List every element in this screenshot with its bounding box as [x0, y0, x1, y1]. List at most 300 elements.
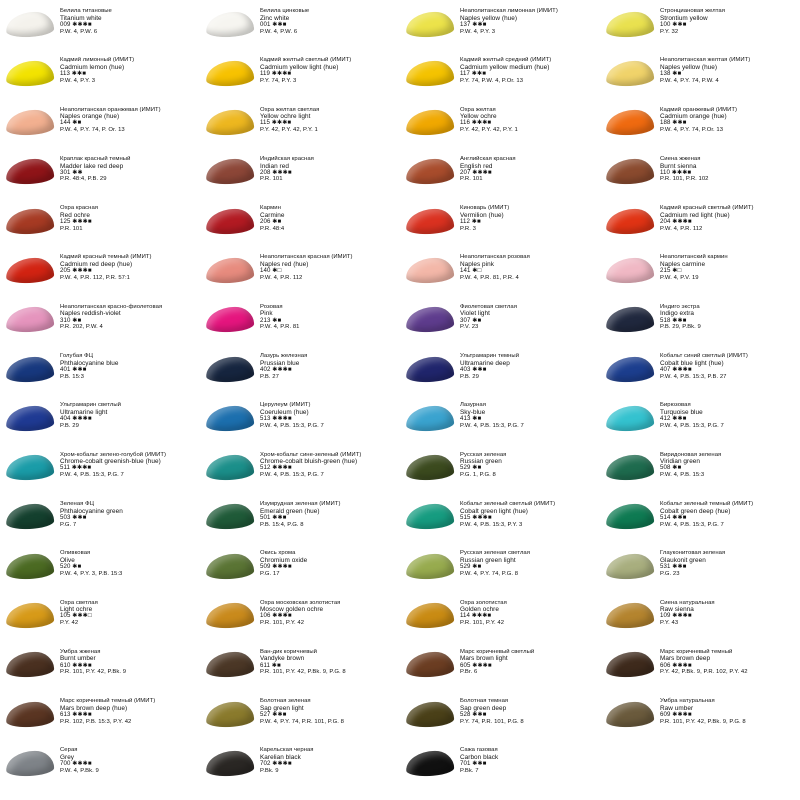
colour-info — [660, 401, 796, 429]
paint-blob-shape — [6, 553, 55, 580]
paint-blob — [604, 106, 656, 140]
paint-blob — [204, 56, 256, 90]
colour-name-en: Naples pink — [460, 261, 494, 269]
colour-name-en: Ultramarine light — [60, 408, 108, 416]
colour-info — [460, 155, 596, 183]
paint-blob-shape — [206, 553, 255, 580]
pigment-index: P.R. 101 — [60, 225, 83, 232]
colour-swatch-cell — [400, 300, 600, 349]
colour-info — [60, 7, 196, 35]
colour-code-and-rating: 403 ✱✱■ — [460, 365, 487, 373]
paint-blob-shape — [606, 60, 655, 87]
colour-name-en: Light ochre — [60, 606, 93, 614]
colour-name-ru: Индийская красная — [260, 155, 314, 162]
colour-name-ru: Хром-кобальт сине-зеленый (ИМИТ) — [260, 451, 362, 458]
pigment-index: P.W. 4, P.Bk. 9 — [60, 768, 99, 775]
colour-name-en: Naples carmine — [660, 261, 706, 269]
paint-blob — [404, 549, 456, 583]
colour-code-and-rating: 610 ✱✱✱■ — [60, 661, 92, 669]
colour-info — [660, 204, 796, 232]
colour-info — [260, 253, 396, 281]
pigment-index: P.R. 3 — [460, 225, 476, 232]
pigment-index: P.W. 4, P.B. 15:3, P.G. 7 — [260, 472, 324, 479]
paint-blob — [604, 697, 656, 731]
colour-name-en: Burnt umber — [60, 655, 96, 663]
pigment-index: P.R. 101, P.Y. 42, P.Bk. 9, P.G. 8 — [660, 718, 746, 725]
colour-swatch-cell — [0, 546, 200, 595]
colour-swatch-cell — [0, 694, 200, 743]
pigment-index: P.Bk. 7 — [460, 768, 479, 775]
paint-blob — [404, 253, 456, 287]
paint-blob-shape — [206, 454, 255, 481]
paint-blob-shape — [606, 257, 655, 284]
colour-info — [260, 451, 396, 479]
colour-code-and-rating: 605 ✱✱✱■ — [460, 661, 492, 669]
colour-name-ru: Сажа газовая — [460, 747, 498, 754]
colour-name-en: Mars brown light — [460, 655, 508, 663]
pigment-index: P.B. 15:4, P.G. 8 — [260, 521, 304, 528]
paint-blob — [404, 500, 456, 534]
colour-info — [460, 746, 596, 774]
colour-swatch-cell — [600, 448, 800, 497]
paint-blob — [604, 500, 656, 534]
pigment-index: P.W. 4, P.B. 15:3, P.G. 7 — [660, 521, 724, 528]
colour-name-en: Viridian green — [660, 458, 701, 466]
colour-name-ru: Марс коричневый светлый — [460, 648, 535, 655]
paint-blob-shape — [206, 356, 255, 383]
colour-name-en: Carmine — [260, 211, 285, 219]
colour-swatch-cell — [0, 596, 200, 645]
colour-info — [60, 599, 196, 627]
colour-name-ru: Кобальт синий светлый (ИМИТ) — [660, 353, 748, 360]
colour-name-ru: Охра желтая светлая — [260, 106, 320, 113]
colour-swatch-cell — [200, 596, 400, 645]
pigment-index: P.R. 48:4, P.B. 29 — [60, 176, 107, 183]
colour-info — [460, 648, 596, 676]
colour-swatch-cell — [200, 349, 400, 398]
colour-name-en: Phthalocyanine blue — [60, 359, 119, 367]
paint-blob-shape — [6, 701, 55, 728]
colour-code-and-rating: 503 ✱✱■ — [60, 513, 87, 521]
paint-blob-shape — [6, 257, 55, 284]
colour-info — [660, 155, 796, 183]
pigment-index: P.Y. 43 — [660, 620, 679, 627]
pigment-index: P.Y. 42 — [60, 620, 79, 627]
paint-blob-shape — [206, 504, 255, 531]
pigment-index: P.W. 4, P.R. 81, P.R. 4 — [460, 275, 519, 282]
colour-code-and-rating: 701 ✱✱■ — [460, 760, 487, 768]
colour-name-ru: Английская красная — [460, 155, 516, 162]
paint-blob-shape — [6, 356, 55, 383]
colour-swatch-cell — [0, 4, 200, 53]
colour-swatch-cell — [600, 4, 800, 53]
colour-name-ru: Серая — [60, 747, 78, 754]
colour-code-and-rating: 407 ✱✱✱■ — [660, 365, 692, 373]
colour-swatch-cell — [400, 4, 600, 53]
colour-code-and-rating: 611 ✱■ — [260, 661, 281, 669]
colour-code-and-rating: 213 ✱■ — [260, 316, 282, 324]
colour-info — [60, 155, 196, 183]
colour-code-and-rating: 140 ✱□ — [260, 267, 282, 275]
colour-name-ru: Болотная темная — [460, 698, 509, 705]
colour-code-and-rating: 413 ✱■ — [460, 415, 482, 423]
colour-name-ru: Кадмий желтый средний (ИМИТ) — [460, 57, 552, 64]
colour-code-and-rating: 001 ✱✱■ — [260, 20, 287, 28]
colour-name-en: Yellow ochre light — [260, 113, 311, 121]
colour-info — [60, 106, 196, 134]
pigment-index: P.B. 27 — [260, 373, 279, 380]
colour-name-en: Coeruleum (hue) — [260, 408, 309, 416]
paint-blob — [404, 56, 456, 90]
colour-name-en: Strontium yellow — [660, 14, 708, 22]
colour-code-and-rating: 412 ✱✱■ — [660, 415, 687, 423]
colour-info — [660, 56, 796, 84]
colour-name-en: Russian green — [460, 458, 502, 466]
colour-name-en: English red — [460, 162, 493, 170]
pigment-index: P.R. 101 — [260, 176, 283, 183]
paint-blob-shape — [606, 701, 655, 728]
paint-blob — [404, 303, 456, 337]
pigment-index: P.W. 4, P.Y. 74, P.W. 4 — [660, 77, 719, 84]
colour-info — [460, 106, 596, 134]
colour-swatch-cell — [0, 53, 200, 102]
colour-code-and-rating: 700 ✱✱✱■ — [60, 760, 92, 768]
paint-blob — [4, 746, 56, 780]
colour-info — [660, 648, 796, 676]
paint-blob — [604, 204, 656, 238]
colour-info — [260, 155, 396, 183]
colour-code-and-rating: 204 ✱✱✱■ — [660, 217, 692, 225]
colour-name-ru: Неаполитанский кармин — [660, 254, 728, 261]
colour-swatch-cell — [400, 743, 600, 792]
colour-swatch-cell — [600, 546, 800, 595]
paint-blob — [204, 106, 256, 140]
colour-name-en: Chrome-cobalt bluish-green (hue) — [260, 458, 358, 466]
colour-code-and-rating: 215 ✱□ — [660, 267, 682, 275]
paint-blob — [204, 204, 256, 238]
colour-info — [660, 599, 796, 627]
paint-blob-shape — [406, 60, 455, 87]
paint-blob-shape — [606, 109, 655, 136]
colour-name-en: Cadmium red light (hue) — [660, 211, 730, 219]
paint-blob — [4, 599, 56, 633]
colour-name-ru: Неаполитанская лимонная (ИМИТ) — [460, 8, 558, 14]
colour-code-and-rating: 125 ✱✱✱■ — [60, 217, 92, 225]
paint-blob — [204, 500, 256, 534]
colour-name-ru: Лазурная — [460, 402, 486, 409]
colour-code-and-rating: 144 ✱■ — [60, 119, 82, 127]
colour-name-ru: Неаполитанская желтая (ИМИТ) — [660, 57, 751, 64]
pigment-index: P.Y. 74, P.R. 101, P.G. 8 — [460, 718, 524, 725]
paint-blob-shape — [606, 208, 655, 235]
colour-swatch-cell — [600, 152, 800, 201]
colour-name-ru: Церулеум (ИМИТ) — [260, 402, 311, 409]
colour-swatch-cell — [200, 694, 400, 743]
colour-name-ru: Хром-кобальт зелено-голубой (ИМИТ) — [60, 451, 167, 458]
paint-blob — [4, 7, 56, 41]
paint-blob — [4, 451, 56, 485]
colour-name-en: Phthalocyanine green — [60, 507, 123, 515]
pigment-index: P.W. 4, P.Y. 74, P.G. 8 — [460, 570, 519, 577]
paint-blob-shape — [206, 750, 255, 777]
colour-code-and-rating: 613 ✱✱✱■ — [60, 710, 92, 718]
colour-code-and-rating: 518 ✱✱■ — [660, 316, 687, 324]
paint-blob-shape — [606, 11, 655, 38]
colour-name-en: Vandyke brown — [260, 655, 305, 663]
colour-swatch-cell — [0, 152, 200, 201]
colour-code-and-rating: 116 ✱✱✱■ — [460, 119, 492, 127]
paint-blob-shape — [406, 208, 455, 235]
colour-code-and-rating: 141 ✱□ — [460, 267, 482, 275]
colour-name-ru: Умбра натуральная — [660, 698, 715, 705]
paint-blob — [4, 155, 56, 189]
paint-blob — [4, 253, 56, 287]
paint-blob-shape — [606, 652, 655, 679]
pigment-index: P.B. 29, P.Bk. 9 — [660, 324, 701, 331]
colour-swatch-cell — [200, 546, 400, 595]
colour-info — [260, 549, 396, 577]
colour-code-and-rating: 115 ✱✱✱■ — [260, 119, 292, 127]
colour-swatch-cell — [400, 546, 600, 595]
paint-blob-shape — [206, 602, 255, 629]
paint-blob — [404, 401, 456, 435]
colour-name-en: Chromium oxide — [260, 556, 308, 564]
pigment-index: P.B. 29 — [60, 422, 79, 429]
colour-code-and-rating: 100 ✱✱■ — [660, 20, 687, 28]
paint-blob-shape — [406, 553, 455, 580]
colour-name-ru: Краплак красный темный — [60, 155, 131, 162]
colour-code-and-rating: 512 ✱✱✱■ — [260, 464, 292, 472]
colour-swatch-cell — [200, 53, 400, 102]
colour-name-en: Naples red (hue) — [260, 261, 309, 269]
colour-swatch-cell — [600, 497, 800, 546]
pigment-index: P.Y. 42, P.Bk. 9, P.R. 102, P.Y. 42 — [660, 669, 748, 676]
colour-info — [260, 401, 396, 429]
colour-name-ru: Стронциановая желтая — [660, 8, 725, 14]
paint-blob-shape — [6, 750, 55, 777]
paint-blob-shape — [6, 652, 55, 679]
paint-blob-shape — [206, 60, 255, 87]
colour-code-and-rating: 529 ✱■ — [460, 464, 482, 472]
colour-info — [60, 401, 196, 429]
paint-blob — [404, 204, 456, 238]
paint-blob — [204, 451, 256, 485]
colour-name-en: Cadmium lemon (hue) — [60, 63, 125, 71]
pigment-index: P.Br. 6 — [460, 669, 478, 676]
colour-name-ru: Оливковая — [60, 550, 91, 557]
pigment-index: P.R. 101, P.Y. 42, P.Bk. 9 — [60, 669, 127, 676]
pigment-index: P.R. 48:4 — [260, 225, 285, 232]
paint-blob — [4, 500, 56, 534]
colour-name-ru: Болотная зеленая — [260, 698, 311, 705]
paint-blob — [604, 303, 656, 337]
colour-code-and-rating: 520 ✱■ — [60, 563, 82, 571]
colour-swatch-cell — [0, 300, 200, 349]
colour-name-en: Emerald green (hue) — [260, 507, 320, 515]
colour-name-en: Yellow ochre — [460, 113, 497, 121]
colour-info — [260, 500, 396, 528]
colour-info — [60, 549, 196, 577]
paint-blob — [204, 352, 256, 386]
colour-swatch-cell — [200, 645, 400, 694]
colour-name-ru: Бирюзовая — [660, 402, 691, 409]
colour-code-and-rating: 401 ✱✱■ — [60, 365, 87, 373]
colour-info — [60, 648, 196, 676]
colour-code-and-rating: 508 ✱■ — [660, 464, 682, 472]
colour-name-ru: Охра золотистая — [460, 599, 507, 606]
colour-code-and-rating: 110 ✱✱✱■ — [660, 168, 692, 176]
colour-code-and-rating: 501 ✱✱■ — [260, 513, 287, 521]
colour-swatch-cell — [200, 4, 400, 53]
colour-swatch-cell — [400, 201, 600, 250]
colour-swatch-cell — [400, 349, 600, 398]
paint-blob — [604, 56, 656, 90]
paint-blob-shape — [206, 257, 255, 284]
paint-blob — [204, 549, 256, 583]
colour-code-and-rating: 206 ✱■ — [260, 217, 282, 225]
colour-name-ru: Ван-дик коричневый — [260, 648, 317, 655]
colour-code-and-rating: 527 ✱✱■ — [260, 710, 287, 718]
colour-info — [660, 303, 796, 331]
paint-blob-shape — [406, 504, 455, 531]
paint-blob — [404, 697, 456, 731]
colour-swatch-cell — [200, 250, 400, 299]
paint-blob — [604, 155, 656, 189]
colour-info — [260, 56, 396, 84]
colour-name-en: Cobalt blue light (hue) — [660, 359, 724, 367]
pigment-index: P.W. 4, P.B. 15:3 — [660, 472, 705, 479]
colour-name-ru: Кадмий лимонный (ИМИТ) — [60, 57, 135, 64]
colour-name-en: Ultramarine deep — [460, 359, 510, 367]
colour-code-and-rating: 515 ✱✱✱■ — [460, 513, 492, 521]
colour-code-and-rating: 113 ✱✱■ — [60, 70, 86, 78]
colour-name-en: Red ochre — [60, 211, 90, 219]
pigment-index: P.V. 23 — [460, 324, 479, 331]
colour-name-ru: Умбра жженая — [60, 648, 101, 655]
colour-name-ru: Индиго экстра — [660, 303, 700, 310]
colour-name-ru: Неаполитанская розовая — [460, 254, 530, 261]
colour-name-ru: Изумрудная зеленая (ИМИТ) — [260, 500, 341, 507]
paint-blob-shape — [406, 652, 455, 679]
colour-name-en: Cadmium yellow medium (hue) — [460, 63, 550, 71]
paint-blob-shape — [206, 109, 255, 136]
pigment-index: P.W. 4, P.Y. 3 — [460, 28, 496, 35]
colour-name-en: Naples orange (hue) — [60, 113, 120, 121]
colour-name-en: Mars brown deep — [660, 655, 711, 663]
colour-code-and-rating: 307 ✱■ — [460, 316, 482, 324]
paint-blob-shape — [6, 306, 55, 333]
pigment-index: P.W. 4, P.Y. 74, P.R. 101, P.G. 8 — [260, 718, 344, 725]
paint-blob-shape — [606, 504, 655, 531]
colour-info — [660, 451, 796, 479]
paint-blob-shape — [6, 405, 55, 432]
colour-swatch-cell — [400, 694, 600, 743]
colour-name-ru: Виридоновая зеленая — [660, 451, 722, 458]
colour-code-and-rating: 106 ✱✱✱■ — [260, 612, 292, 620]
colour-swatch-cell — [200, 497, 400, 546]
pigment-index: P.G. 23 — [660, 570, 680, 577]
colour-swatch-cell — [400, 645, 600, 694]
paint-blob — [4, 549, 56, 583]
colour-code-and-rating: 301 ✱✱ — [60, 168, 83, 176]
colour-swatch-cell — [400, 398, 600, 447]
colour-name-ru: Лазурь железная — [260, 353, 308, 360]
colour-info — [60, 303, 196, 331]
colour-swatch-cell — [600, 645, 800, 694]
paint-blob — [204, 599, 256, 633]
paint-blob-shape — [606, 306, 655, 333]
paint-blob-shape — [406, 159, 455, 186]
colour-code-and-rating: 205 ✱✱✱■ — [60, 267, 92, 275]
colour-name-en: Naples yellow (hue) — [460, 14, 518, 22]
colour-name-en: Vermilion (hue) — [460, 211, 504, 219]
colour-swatch-cell — [400, 250, 600, 299]
pigment-index: P.Y. 74, P.W. 4, P.Or. 13 — [460, 77, 524, 84]
paint-blob-shape — [406, 11, 455, 38]
paint-blob-shape — [206, 306, 255, 333]
paint-blob-shape — [406, 750, 455, 777]
colour-name-ru: Марс коричневый темный (ИМИТ) — [60, 698, 156, 705]
colour-code-and-rating: 109 ✱✱✱■ — [660, 612, 692, 620]
colour-info — [60, 253, 196, 281]
colour-code-and-rating: 509 ✱✱✱■ — [260, 563, 292, 571]
paint-blob — [404, 648, 456, 682]
paint-blob — [204, 746, 256, 780]
colour-code-and-rating: 208 ✱✱✱■ — [260, 168, 292, 176]
pigment-index: P.R. 101, P.Y. 42, P.Bk. 9, P.G. 8 — [260, 669, 346, 676]
colour-swatch-cell — [200, 743, 400, 792]
paint-blob — [4, 204, 56, 238]
colour-swatch-cell — [600, 250, 800, 299]
colour-info — [460, 451, 596, 479]
paint-blob — [604, 253, 656, 287]
pigment-index: P.R. 102, P.B. 15:3, P.Y. 42 — [60, 718, 132, 725]
paint-blob — [204, 155, 256, 189]
colour-code-and-rating: 114 ✱✱✱■ — [460, 612, 492, 620]
colour-info — [460, 697, 596, 725]
pigment-index: P.Y. 32 — [660, 28, 679, 35]
colour-info — [60, 204, 196, 232]
paint-blob-shape — [6, 60, 55, 87]
paint-blob — [604, 401, 656, 435]
pigment-index: P.W. 4, P.R. 112 — [660, 225, 703, 232]
colour-code-and-rating: 528 ✱✱■ — [460, 710, 487, 718]
paint-blob — [4, 697, 56, 731]
colour-info — [460, 599, 596, 627]
pigment-index: P.B. 29 — [460, 373, 479, 380]
paint-blob — [404, 155, 456, 189]
pigment-index: P.R. 101 — [460, 176, 483, 183]
colour-swatch-cell — [600, 349, 800, 398]
pigment-index: P.W. 4, P.B. 15:3, P.Y. 3 — [460, 521, 523, 528]
colour-swatch-cell — [200, 398, 400, 447]
paint-blob — [204, 401, 256, 435]
colour-info — [460, 549, 596, 577]
colour-info — [260, 204, 396, 232]
paint-blob — [204, 303, 256, 337]
paint-blob — [4, 106, 56, 140]
colour-swatch-cell — [200, 103, 400, 152]
colour-name-en: Olive — [60, 556, 75, 564]
colour-name-ru: Кадмий красный светлый (ИМИТ) — [660, 205, 754, 212]
colour-name-ru: Сиена натуральная — [660, 599, 715, 606]
paint-blob-shape — [606, 553, 655, 580]
paint-blob — [604, 599, 656, 633]
colour-info — [260, 746, 396, 774]
paint-blob — [404, 746, 456, 780]
colour-info — [460, 56, 596, 84]
paint-blob — [204, 253, 256, 287]
